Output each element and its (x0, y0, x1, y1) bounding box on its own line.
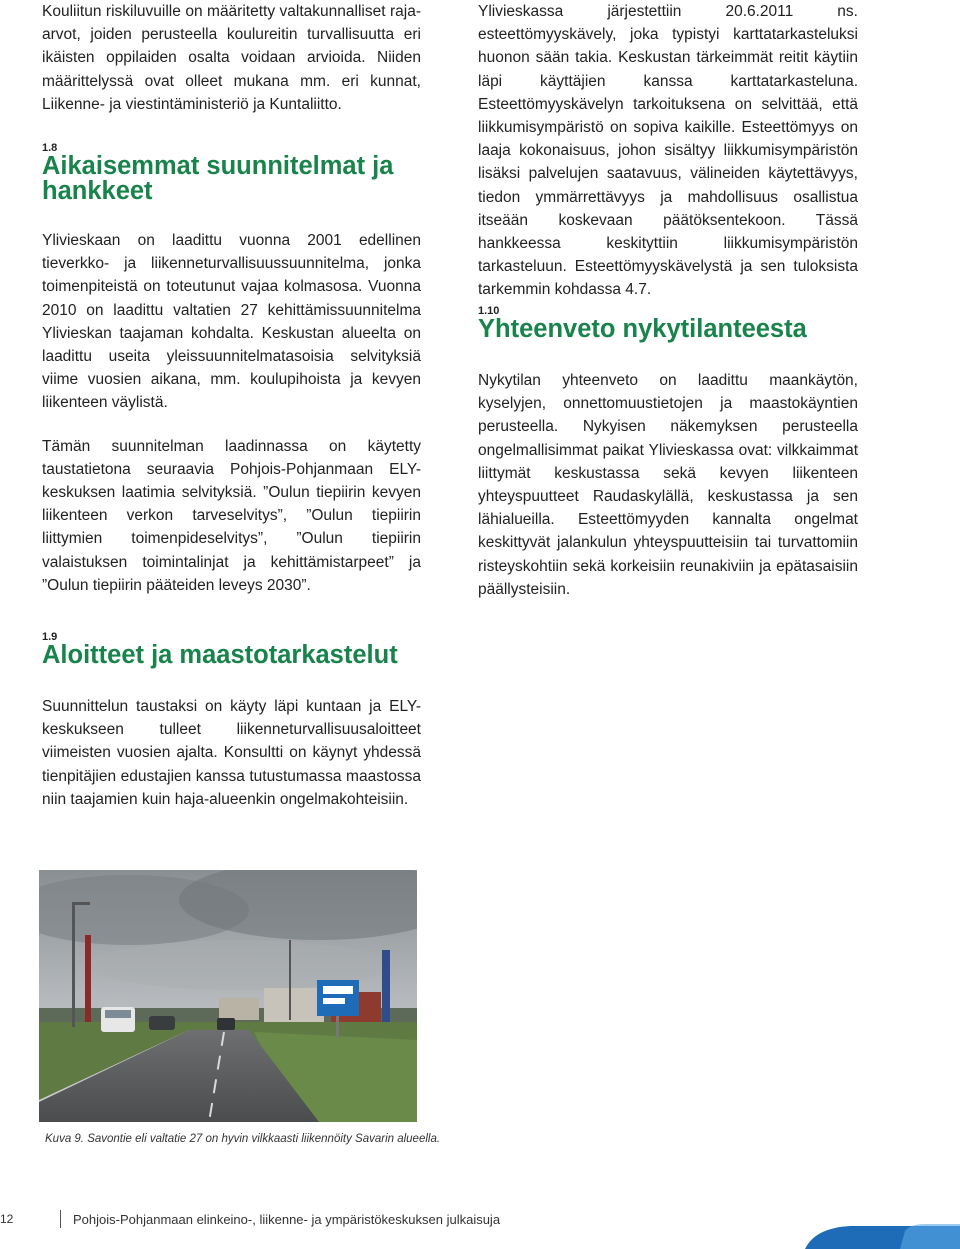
section-1-9-body (42, 695, 421, 811)
section-1-8-body (42, 229, 421, 597)
section-title (42, 154, 421, 204)
figure-caption: Kuva 9. Savontie eli valtatie 27 on hyvin vilkkaasti liikennöity Savarin alueella. (45, 1133, 441, 1145)
left-intro-block (42, 0, 421, 116)
footer-divider (60, 1210, 61, 1228)
right-intro-paragraph: Ylivieskassa järjestettiin 20.6.2011 ns. esteettömyyskävely, joka typistyi karttatarkasteluksi huonon sään takia. Keskustan tärkeimmät reitit käytiin läpi käyttäjien kanssa karttatarkasteluna. Esteettömyyskävelyn tarkoituksena on selvittää, että liikkumisympäristö on sopiva kaikille. Esteettömyys on laaja kokonaisuus, johon sisältyy liikkumisympäristön lisäksi palvelujen saatavuus, välineiden käytettävyys, tiedon ymmärrettävyys ja mahdollisuus osallistua itseään koskevaan päätöksentekoon. Tässä hankkeessa keskityttiin liikkumisympäristön tarkasteluun. Esteettömyyskävelystä ja sen tuloksista tarkemmin kohdassa 4.7. (478, 3, 858, 299)
paragraph: Tämän suunnitelman laadinnassa on käytetty taustatietona seuraavia Pohjois-Pohjanmaan ELY-keskuksen laatimia selvityksiä. ”Oulun tiepiirin kevyen liikenteen verkon tarveselvitys”, ”Oulun tiepiirin liittymien toimenpideselvitys”, ”Oulun tiepiirin valaistuksen toimintalinjat ja kehittämistarpeet” ja ”Oulun tiepiirin pääteiden leveys 2030”. (42, 437, 421, 594)
section-1-10 (478, 305, 858, 342)
section-number: 1.10 (478, 305, 500, 317)
paragraph: Suunnittelun taustaksi on käyty läpi kuntaan ja ELY-keskukseen tulleet liikenneturvallisuusaloitteet viimeisten vuosien ajalta. Konsultti on käynyt yhdessä tienpitäjien edustajien kanssa tutustumassa maastossa niin taajamien kuin haja-alueenkin ongelmakohteisiin. (42, 698, 421, 808)
section-1-8 (42, 142, 421, 204)
section-number: 1.8 (42, 142, 58, 154)
section-title-line-2: hankkeet (42, 177, 153, 205)
section-1-9 (42, 631, 421, 668)
page-number: 12 (0, 1212, 14, 1226)
road-photo (39, 870, 417, 1122)
publisher-line: Pohjois-Pohjanmaan elinkeino-, liikenne- ja ympäristökeskuksen julkaisuja (73, 1212, 501, 1227)
paragraph: Ylivieskaan on laadittu vuonna 2001 edellinen tieverkko- ja liikenneturvallisuussuunnitelma, jonka toimenpiteistä on toteutunut vajaa kolmasosa. Vuonna 2010 on laadittu valtatien 27 kehittämissuunnitelma Ylivieskan taajaman kohdalta. Keskustan alueelta on laadittu useita yleissuunnitelmatasoisia selvityksiä viime vuosien aikana, mm. koulupihoista ja kevyen liikenteen väylistä. (42, 232, 421, 412)
section-number: 1.9 (42, 631, 58, 643)
right-intro-block (478, 0, 858, 302)
section-title-line-1: Aikaisemmat suunnitelmat ja (42, 152, 394, 180)
left-intro-paragraph: Kouliitun riskiluvuille on määritetty valtakunnalliset raja-arvot, joiden perusteella koulureitin turvallisuutta eri ikäisten oppilaiden osalta voidaan arvioida. Niiden määrittelyssä ovat olleet mukana mm. eri kunnat, Liikenne- ja viestintäministeriö ja Kuntaliitto. (42, 3, 421, 113)
section-1-10-body (478, 369, 858, 601)
section-title: Aloitteet ja maastotarkastelut (42, 641, 398, 669)
paragraph: Nykytilan yhteenveto on laadittu maankäytön, kyselyjen, onnettomuustietojen ja maastokäyntien perusteella. Nykyisen näkemyksen perusteella ongelmallisimmat paikat Ylivieskassa ovat: vilkkaimmat liittymät keskustassa sekä kevyen liikenteen yhteyspuutteet Raudaskylällä, keskustassa ja sen lähialueilla. Esteettömyyden kannalta ongelmat keskittyvät jalankulun yhteyspuutteisiin tai turvattomiin risteyskohtiin sekä korkeisiin reunakiviin ja epätasaisiin päällysteisiin. (478, 372, 858, 598)
section-title: Yhteenveto nykytilanteesta (478, 315, 807, 343)
